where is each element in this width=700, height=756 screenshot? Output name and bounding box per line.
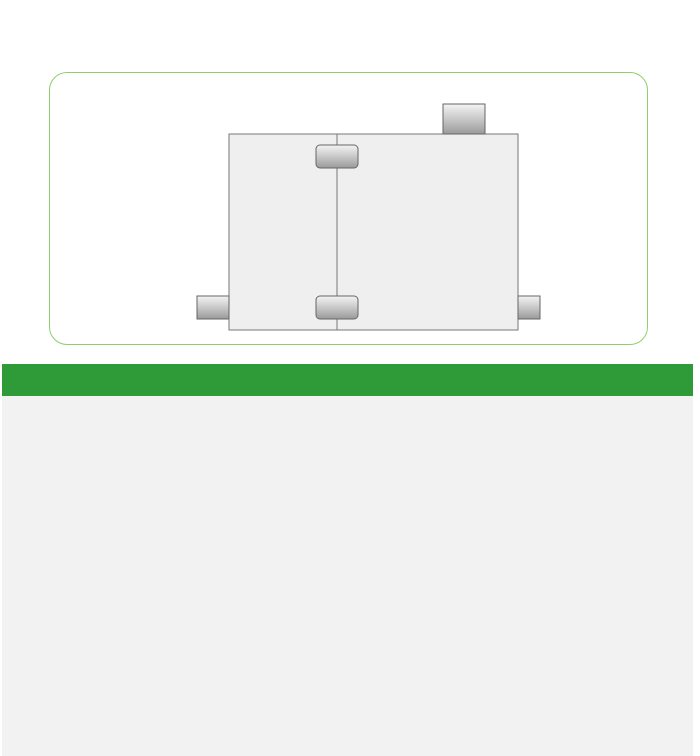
feed-inlet-pipe — [443, 104, 485, 134]
heat-exchanger-top — [316, 145, 358, 168]
condensate-pipe — [197, 296, 229, 319]
table-header — [2, 364, 693, 396]
spec-table — [2, 364, 693, 756]
flow-diagram — [0, 0, 700, 360]
feed-outlet-pipe — [518, 296, 540, 319]
heat-exchanger-bottom — [316, 296, 358, 319]
dryer-chamber — [229, 134, 518, 330]
